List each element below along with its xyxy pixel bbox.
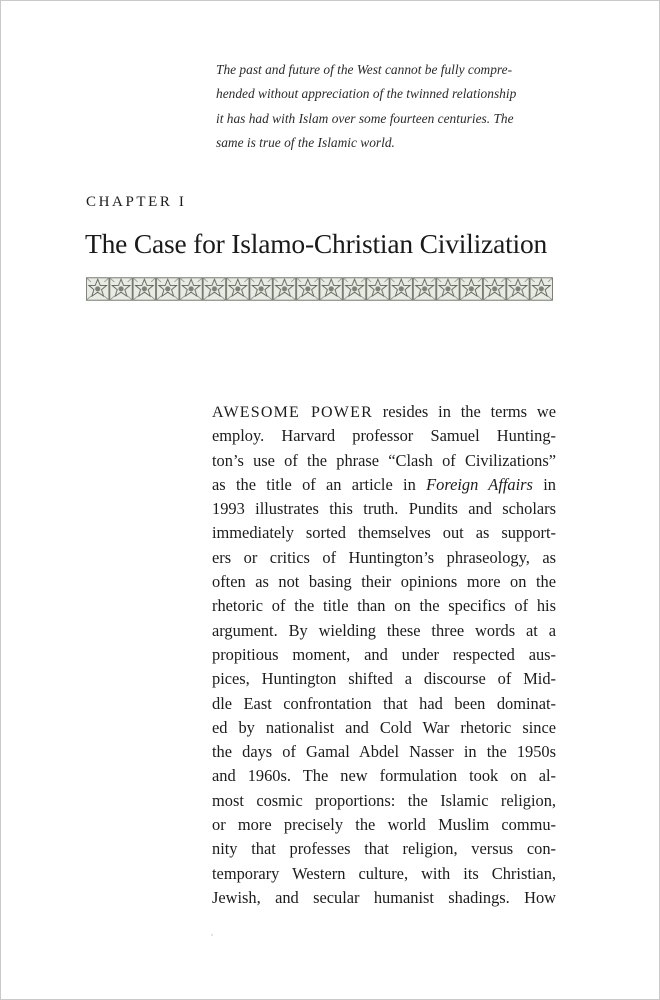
body-line: rhetoric of the title than on the specifics of his (212, 596, 556, 616)
print-speck (211, 934, 213, 936)
body-line: or more precisely the world Muslim commu- (212, 815, 556, 835)
body-line: ers or critics of Huntington’s phraseology, as (212, 547, 556, 567)
body-line: and 1960s. The new formulation took on al- (212, 766, 556, 786)
body-line: ed by nationalist and Cold War rhetoric since (212, 717, 556, 737)
body-line (212, 400, 556, 424)
body-line: often as not basing their opinions more on the (212, 572, 556, 592)
chapter-label: CHAPTER I (86, 194, 187, 210)
body-line: temporary Western culture, with its Christian, (212, 863, 556, 883)
body-line: the days of Gamal Abdel Nasser in the 1950s (212, 742, 556, 762)
chapter-title: The Case for Islamo-Christian Civilization (85, 228, 548, 259)
body-line: dle East confrontation that had been dominat- (212, 693, 556, 713)
body-line: most cosmic proportions: the Islamic religion, (212, 790, 556, 810)
journal-title: Foreign Affairs (426, 474, 533, 494)
body-line-text: in (532, 474, 557, 494)
body-line-text: as the title of an article in (212, 474, 427, 494)
body-line: propitious moment, and under respected aus- (212, 644, 556, 664)
epigraph-line: The past and future of the West cannot be fully compre- (216, 62, 513, 77)
body-text (212, 400, 556, 910)
body-line: argument. By wielding these three words at a (212, 620, 556, 640)
body-line: ton’s use of the phrase “Clash of Civilizations” (212, 450, 556, 470)
body-line: pices, Huntington shifted a discourse of Mid- (212, 669, 556, 689)
body-line: 1993 illustrates this truth. Pundits and scholars (212, 499, 556, 519)
lead-in-small-caps: AWESOME POWER (212, 404, 373, 421)
body-line: Jewish, and secular humanist shadings. How (212, 887, 556, 907)
epigraph-line: hended without appreciation of the twinned relationship (216, 86, 517, 102)
body-line: nity that professes that religion, versus con- (212, 839, 556, 859)
epigraph-line: it has had with Islam over some fourteen centuries. The (216, 110, 514, 126)
body-line (212, 473, 556, 497)
epigraph (216, 58, 556, 155)
epigraph-line: same is true of the Islamic world. (216, 134, 395, 150)
body-line-text: resides in the terms we (372, 402, 556, 421)
ornamental-border (86, 277, 553, 301)
body-line: employ. Harvard professor Samuel Hunting- (212, 426, 556, 446)
body-line: immediately sorted themselves out as support- (212, 523, 556, 543)
